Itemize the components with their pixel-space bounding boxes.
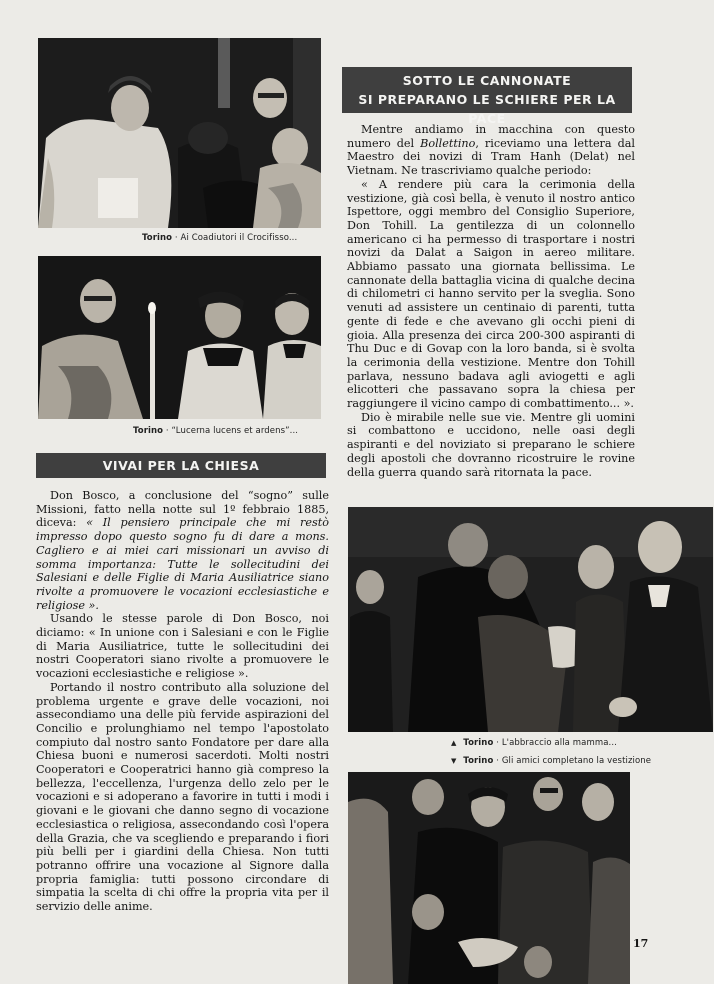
caption-separator: · [496, 738, 500, 748]
caption-photo3 [451, 738, 617, 748]
caption-text: “Lucerna lucens et ardens”... [171, 426, 299, 436]
paragraph [36, 489, 329, 612]
heading-text: VIVAI PER LA CHIESA [102, 458, 260, 473]
paragraph-text: Mentre andiamo in macchina con questo numero del [347, 123, 635, 150]
caption-text: L'abbraccio alla mamma... [501, 738, 617, 748]
heading-line-1: SOTTO LE CANNONATE [402, 73, 572, 88]
caption-place: Torino [463, 756, 494, 766]
photo-clergy-crucifix [38, 38, 321, 228]
caption-separator: · [174, 233, 178, 243]
caption-photo4 [451, 756, 651, 766]
bollettino-italic: Bollettino [420, 136, 476, 150]
caption-text: Ai Coadiutori il Crocifisso... [180, 233, 298, 243]
caption-place: Torino [142, 233, 173, 243]
page-number: 17 [633, 937, 649, 950]
heading-line-2: SI PREPARANO LE SCHIERE PER LA PACE [358, 92, 616, 126]
photo-lucerna-lucens [38, 256, 321, 419]
section-heading-cannonate [342, 67, 632, 126]
paragraph-text: , riceviamo una lettera dal Maestro dei novizi di Tram Hanh (Delat) nel Vietnam. Ne trascriviamo qualche periodo: [347, 136, 635, 178]
paragraph: Portando il nostro contributo alla soluzione del problema urgente e grave delle vocazioni, noi assecondiamo una delle più fervide aspirazioni del Concilio e prolunghiamo nel tempo l'apostolato compiuto dal nostro santo Fondatore per dare alla Chiesa buoni e numerosi sacerdoti. Molti nostri Cooperatori e Cooperatrici hanno già compreso la bellezza, l'eccellenza, l'urgenza dello zelo per le vocazioni e si adoperano a favorire in tutti i modi i giovani e le giovani che danno segno di vocazione ecclesiastica o religiosa, assecondando così l'opera della Grazia, che va scegliendo e preparando i fiori più belli per i giardini della Chiesa. Non tutti potranno offrire una vocazione al Signore dalla propria famiglia: tutti possono circondare di simpatia la scelta di chi offre la propria vita per il servizio delle anime. [36, 680, 329, 914]
caption-place: Torino [463, 738, 494, 748]
down-arrow-icon: ▼ [451, 757, 457, 765]
paragraph: Usando le stesse parole di Don Bosco, noi diciamo: « In unione con i Salesiani e con le Figlie di Maria Ausiliatrice, tutte le sollecitudini dei nostri Cooperatori siano rivolte a promuovere le vocazioni ecclesiastiche e religiose ». [36, 612, 329, 681]
photo-embrace-mother [348, 507, 713, 732]
quote-italic: « Il pensiero principale che mi restò impresso dopo questo sogno fu di dare a mons. Cagliero e ai miei cari missionari un avviso di somma importanza: Tutte le sollecitudini dei Salesiani e delle Figlie di Maria Ausiliatrice siano rivolte a promuovere le vocazioni ecclesiastiche e religiose ». [36, 516, 329, 612]
caption-separator: · [496, 756, 500, 766]
section-heading-vivai [36, 453, 326, 478]
caption-place: Torino [133, 426, 164, 436]
paragraph: « A rendere più cara la cerimonia della vestizione, già così bella, è venuto il nostro antico Ispettore, oggi membro del Consiglio Superiore, Don Tohill. La gentilezza di un colonnello americano ci ha permesso di trasportare i nostri novizi da Dalat a Saigon in aereo militare. Abbiamo passato una giornata bellissima. Le cannonate della battaglia vicina di qualche decina di chilometri ci hanno servito per la sveglia. Sono venuti ad assistere un centinaio di parenti, tutta gente di fede e che avevano gli occhi pieni di gioia. Alla presenza dei circa 200-300 aspiranti di Thu Duc e di Govap con la loro banda, si è svolta la cerimonia della vestizione. Mentre don Tohill parlava, nessuno badava agli aviogetti e agli elicotteri che passavano sopra la chiesa per raggiungere il vicino campo di combattimento... ». [347, 177, 635, 411]
paragraph [347, 123, 635, 178]
caption-separator: · [165, 426, 169, 436]
paragraph-text: Don Bosco, a conclusione del “sogno” sulle Missioni, fatto nella notte sul 1º febbraio 1885, diceva: [36, 489, 329, 530]
up-arrow-icon: ▲ [451, 739, 457, 747]
article-cannonate-body [347, 123, 635, 479]
photo-friends-vestizione [348, 772, 630, 984]
caption-photo1 [142, 233, 297, 243]
paragraph: Dio è mirabile nelle sue vie. Mentre gli uomini si combattono e uccidono, nelle oasi degli aspiranti e del noviziato si preparano le schiere degli apostoli che dovranno ricostruire le rovine della guerra quando sarà ritornata la pace. [347, 410, 635, 479]
caption-photo2 [133, 426, 298, 436]
caption-text: Gli amici completano la vestizione [501, 756, 652, 766]
article-vivai-body [36, 489, 329, 914]
